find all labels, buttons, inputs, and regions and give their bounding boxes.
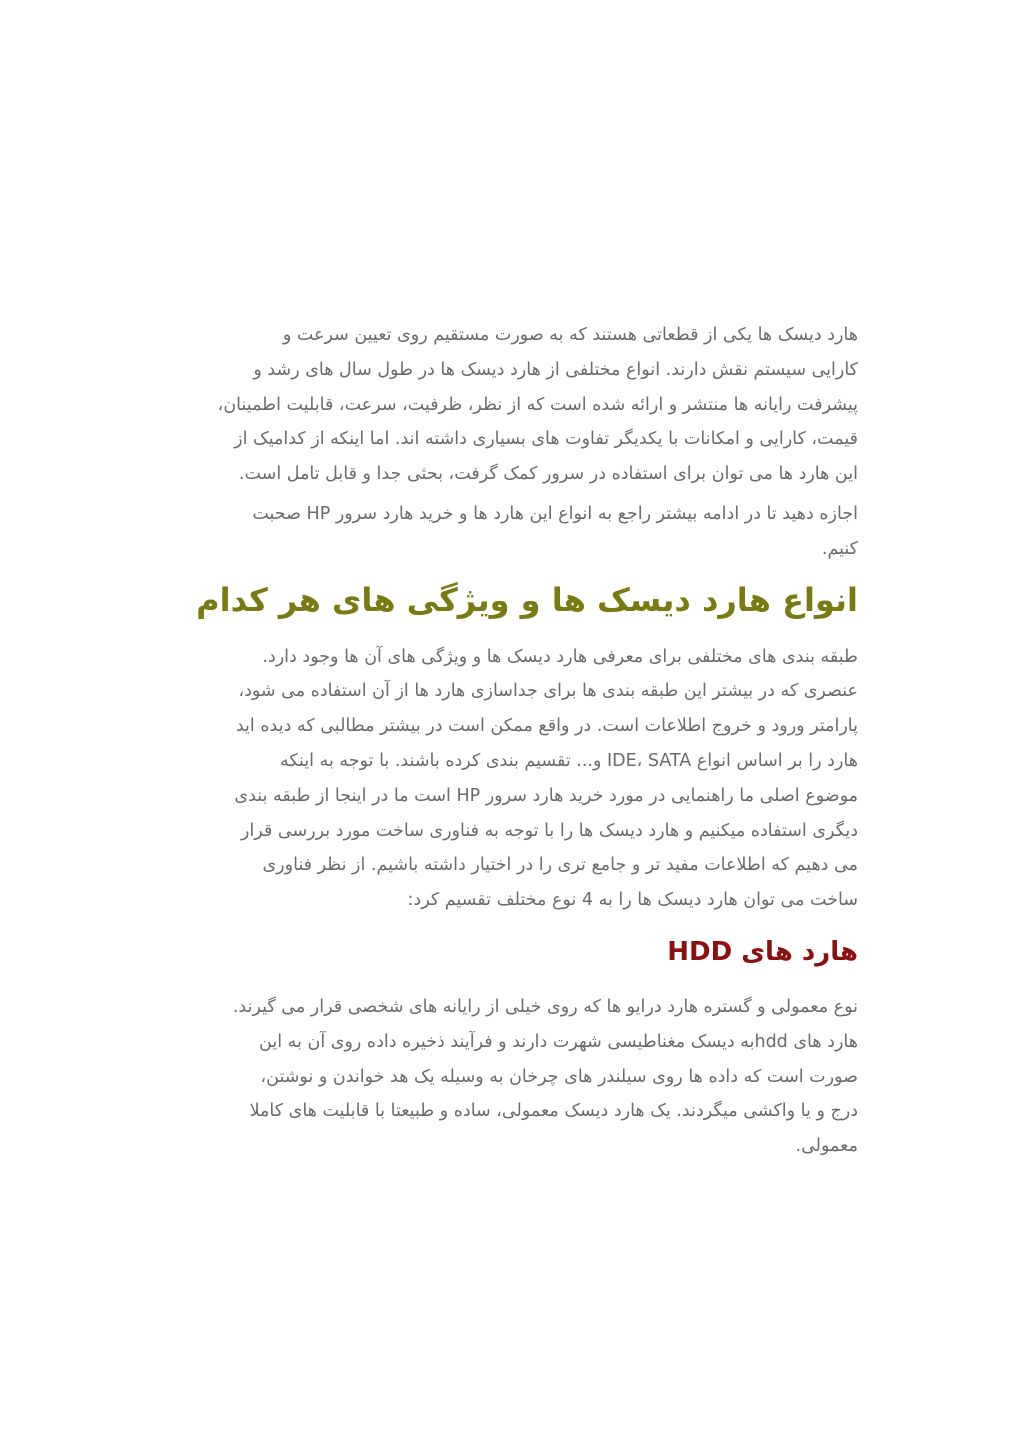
text-line: درج و یا واکشی میگردند. یک هارد دیسک معمولی، ساده و طبیعتا با قابلیت های کاملا — [249, 1101, 858, 1122]
text-line: کنیم. — [821, 538, 858, 559]
text-line: این هارد ها می توان برای استفاده در سرور کمک گرفت، بحثی جدا و قابل تامل است. — [238, 464, 858, 485]
text-line: صورت است که داده ها روی سیلندر های چرخان به وسیله یک هد خواندن و نوشتن، — [260, 1066, 858, 1087]
text-line: نوع معمولی و گستره هارد درایو ها که روی خیلی از رایانه های شخصی قرار می گیرند. — [232, 996, 858, 1017]
text-line: هارد های hddبه دیسک مغناطیسی شهرت دارند و فرآیند ذخیره داده روی آن به این — [259, 1031, 858, 1052]
section-heading-hard-disk-types: انواع هارد دیسک ها و ویژگی های هر کدام — [196, 580, 858, 619]
text-line: طبقه بندی های مختلفی برای معرفی هارد دیسک ها و ویژگی های آن ها وجود دارد. — [262, 646, 858, 667]
text-line: هارد دیسک ها یکی از قطعاتی هستند که به صورت مستقیم روی تعیین سرعت و — [282, 325, 858, 345]
intro-paragraph — [196, 318, 858, 492]
text-line: ساخت می توان هارد دیسک ها را به 4 نوع مختلف تقسیم کرد: — [407, 890, 858, 911]
article-body — [196, 318, 858, 1164]
text-line: قیمت، کارایی و امکانات با یکدیگر تفاوت های بسیاری داشته اند. اما اینکه از کدامیک از — [234, 429, 858, 450]
text-line: کارایی سیستم نقش دارند. انواع مختلفی از هارد دیسک ها در طول سال های رشد و — [253, 359, 858, 380]
subsection-heading-hdd: هارد های HDD — [667, 936, 858, 967]
classification-paragraph — [196, 640, 858, 918]
text-line: پیشرفت رایانه ها منتشر و ارائه شده است که از نظر، ظرفیت، سرعت، قابلیت اطمینان، — [217, 394, 858, 415]
text-line: معمولی. — [795, 1136, 858, 1157]
hdd-paragraph — [196, 990, 858, 1164]
text-line: عنصری که در بیشتر این طبقه بندی ها برای جداسازی هارد ها از آن استفاده می شود، — [238, 681, 858, 702]
text-line: موضوع اصلی ما راهنمایی در مورد خرید هارد سرور HP است ما در اینجا از طبقه بندی — [234, 785, 858, 806]
text-line: هارد را بر اساس انواع IDE، SATA و... تقسیم بندی کرده باشند. با توجه به اینکه — [279, 750, 858, 771]
lead-in-paragraph — [196, 497, 858, 567]
text-line: می دهیم که اطلاعات مفید تر و جامع تری را در اختیار داشته باشیم. از نظر فناوری — [262, 855, 858, 876]
text-line: پارامتر ورود و خروج اطلاعات است. در واقع ممکن است در بیشتر مطالبی که دیده اید — [235, 716, 858, 737]
text-line: دیگری استفاده میکنیم و هارد دیسک ها را با توجه به فناوری ساخت مورد بررسی قرار — [240, 820, 858, 841]
text-line: اجازه دهید تا در ادامه بیشتر راجع به انواع این هارد ها و خرید هارد سرور HP صحبت — [252, 503, 858, 524]
